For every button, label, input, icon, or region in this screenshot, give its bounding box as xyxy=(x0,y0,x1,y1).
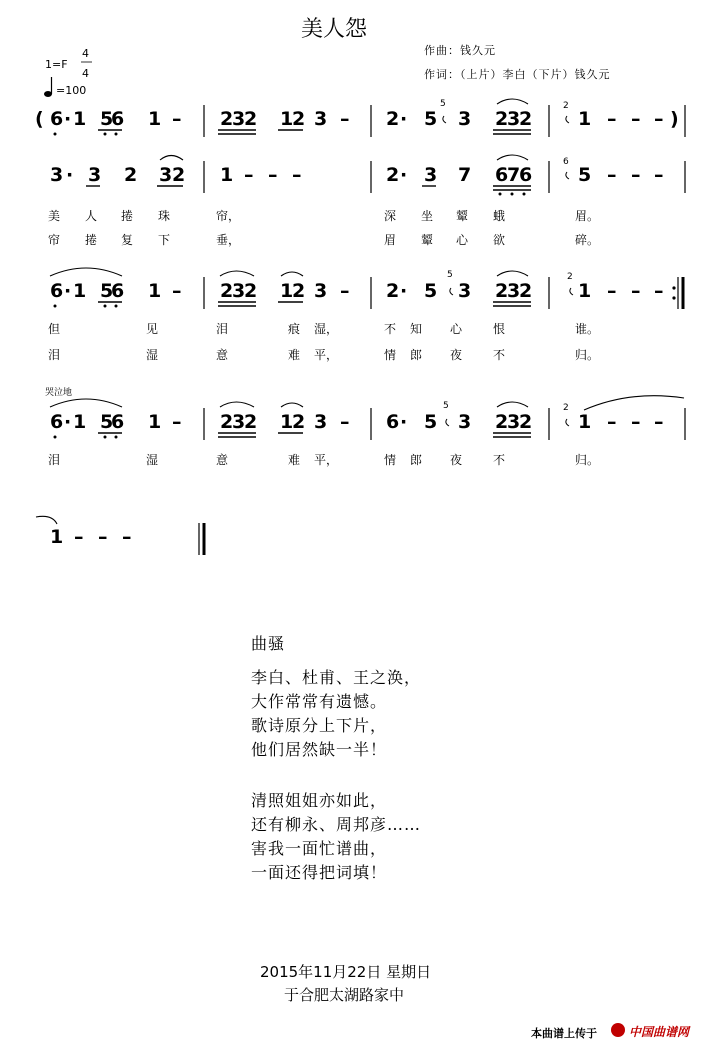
note-token: 5 xyxy=(578,164,592,186)
poem-line: 一面还得把词填！ xyxy=(251,863,388,882)
lyric-word: 情 xyxy=(384,453,397,467)
note-token: – xyxy=(631,164,641,186)
grace-note: 5 xyxy=(447,270,453,280)
note-token: – xyxy=(654,164,664,186)
note-token: 2 xyxy=(495,411,509,433)
note-token: 5 xyxy=(100,280,114,302)
note-token: ( xyxy=(35,108,44,130)
note-token: 2 xyxy=(244,411,258,433)
note-token: 3 xyxy=(507,280,521,302)
note-token: – xyxy=(607,164,617,186)
note-token: 5 xyxy=(424,411,438,433)
note-token: 3 xyxy=(314,411,328,433)
note-token: 3 xyxy=(88,164,102,186)
note-token: 6 xyxy=(111,411,125,433)
lyricist-credit: 作词：（上片）李白（下片）钱久元 xyxy=(424,68,611,81)
note-token: 3 xyxy=(159,164,173,186)
note-token: 2 xyxy=(495,280,509,302)
note-token: · xyxy=(64,280,72,302)
note-token: 3 xyxy=(458,411,472,433)
note-token: 3 xyxy=(314,280,328,302)
place-line: 于合肥太湖路家中 xyxy=(284,986,405,1004)
note-token: 3 xyxy=(507,411,521,433)
note-token: 5 xyxy=(100,411,114,433)
note-token: 3 xyxy=(232,108,246,130)
grace-note: 2 xyxy=(563,101,569,111)
lyric-word: 不 xyxy=(384,322,397,336)
note-token: · xyxy=(400,108,408,130)
lyric-word: 不 xyxy=(493,348,506,362)
lyric-word: 碎。 xyxy=(575,233,600,247)
note-token: 3 xyxy=(507,108,521,130)
note-token: 2 xyxy=(220,108,234,130)
tempo-marking: =100 xyxy=(56,84,87,97)
note-token: 1 xyxy=(280,411,294,433)
lyric-word: 帘， xyxy=(216,209,241,223)
lyric-word: 垂， xyxy=(216,233,241,247)
note-token: – xyxy=(654,280,664,302)
note-token: – xyxy=(98,526,108,548)
note-token: – xyxy=(631,108,641,130)
lyric-word: 捲 xyxy=(85,233,98,247)
lyric-word: 湿 xyxy=(146,348,159,362)
note-token: 1 xyxy=(148,411,162,433)
lyric-word: 谁。 xyxy=(575,322,600,336)
lyric-word: 心 xyxy=(456,233,469,247)
key-signature: 1=F xyxy=(45,58,68,71)
note-token: 2 xyxy=(519,280,533,302)
note-token: · xyxy=(66,164,74,186)
lyric-word: 但 xyxy=(48,322,61,336)
note-token: 2 xyxy=(292,108,306,130)
note-token: – xyxy=(74,526,84,548)
note-token: 3 xyxy=(50,164,64,186)
lyric-word: 夜 xyxy=(450,453,463,467)
lyric-word: 难 xyxy=(288,453,301,467)
lyric-word: 眉。 xyxy=(575,209,600,223)
note-token: – xyxy=(172,411,182,433)
lyric-word: 欲 xyxy=(493,233,506,247)
time-signature-top: 4 xyxy=(82,47,89,60)
composer-credit: 作曲：钱久元 xyxy=(424,44,496,57)
lyric-word: 郎 xyxy=(410,348,423,362)
note-token: – xyxy=(631,411,641,433)
note-token: – xyxy=(607,108,617,130)
note-token: 6 xyxy=(50,280,64,302)
note-token: 1 xyxy=(578,411,592,433)
lyric-word: 归。 xyxy=(575,348,600,362)
lyric-word: 下 xyxy=(158,233,171,247)
note-token: 1 xyxy=(220,164,234,186)
note-token: 1 xyxy=(148,108,162,130)
note-token: 2 xyxy=(386,108,400,130)
grace-note: 6 xyxy=(563,157,569,167)
note-token: · xyxy=(64,411,72,433)
note-token: 2 xyxy=(292,280,306,302)
note-token: 7 xyxy=(507,164,521,186)
note-token: 1 xyxy=(73,411,87,433)
note-token: · xyxy=(400,164,408,186)
note-token: – xyxy=(654,108,664,130)
note-token: – xyxy=(122,526,132,548)
note-token: 1 xyxy=(73,108,87,130)
lyric-word: 泪 xyxy=(216,322,229,336)
note-token: 5 xyxy=(424,280,438,302)
lyric-word: 复 xyxy=(121,233,134,247)
site-logo[interactable]: 中国曲谱网 xyxy=(629,1025,690,1039)
note-token: 2 xyxy=(292,411,306,433)
page-title: 美人怨 xyxy=(301,17,368,42)
note-token: 1 xyxy=(578,108,592,130)
note-token: 2 xyxy=(244,108,258,130)
lyric-word: 眉 xyxy=(384,233,397,247)
note-token: – xyxy=(292,164,302,186)
lyric-word: 痕 xyxy=(288,322,301,336)
lyric-word: 珠 xyxy=(158,209,171,223)
note-token: – xyxy=(268,164,278,186)
lyric-word: 人 xyxy=(85,209,98,223)
lyric-word: 泪 xyxy=(48,453,61,467)
lyric-word: 深 xyxy=(384,209,397,223)
note-token: 2 xyxy=(386,280,400,302)
note-token: 2 xyxy=(220,411,234,433)
lyric-word: 平， xyxy=(314,453,339,467)
footer-text: 本曲谱上传于 xyxy=(531,1027,597,1040)
lyric-word: 意 xyxy=(216,348,229,362)
note-token: 5 xyxy=(100,108,114,130)
note-token: – xyxy=(607,280,617,302)
poem-line: 歌诗原分上下片， xyxy=(251,716,388,735)
note-token: 1 xyxy=(578,280,592,302)
note-token: 6 xyxy=(386,411,400,433)
note-token: – xyxy=(340,108,350,130)
note-token: – xyxy=(172,108,182,130)
lyric-word: 夜 xyxy=(450,348,463,362)
note-token: 2 xyxy=(519,411,533,433)
lyric-word: 归。 xyxy=(575,453,600,467)
lyric-word: 帘 xyxy=(48,233,61,247)
poem-line: 大作常常有遗憾。 xyxy=(251,692,388,711)
note-token: ) xyxy=(670,108,679,130)
note-token: 2 xyxy=(172,164,186,186)
time-signature-bottom: 4 xyxy=(82,67,89,80)
lyric-word: 不 xyxy=(493,453,506,467)
note-token: · xyxy=(64,108,72,130)
lyric-word: 颦 xyxy=(456,209,469,223)
note-token: – xyxy=(654,411,664,433)
note-token: – xyxy=(607,411,617,433)
note-token: – xyxy=(244,164,254,186)
note-token: 1 xyxy=(280,280,294,302)
grace-note: 5 xyxy=(443,401,449,411)
lyric-word: 捲 xyxy=(121,209,134,223)
lyric-word: 蛾 xyxy=(493,209,506,223)
note-token: 6 xyxy=(519,164,533,186)
note-token: 1 xyxy=(148,280,162,302)
note-token: 6 xyxy=(495,164,509,186)
note-token: 5 xyxy=(424,108,438,130)
lyric-word: 难 xyxy=(288,348,301,362)
note-token: 2 xyxy=(519,108,533,130)
note-token: 3 xyxy=(232,411,246,433)
note-token: – xyxy=(172,280,182,302)
note-token: 6 xyxy=(111,108,125,130)
note-token: 3 xyxy=(232,280,246,302)
note-token: 6 xyxy=(111,280,125,302)
note-token: 2 xyxy=(220,280,234,302)
lyric-word: 美 xyxy=(48,209,61,223)
lyric-word: 泪 xyxy=(48,348,61,362)
note-token: 2 xyxy=(495,108,509,130)
expression-marking: 哭泣地 xyxy=(45,388,73,398)
poem-heading: 曲骚 xyxy=(251,634,286,653)
note-token: 3 xyxy=(458,108,472,130)
grace-note: 2 xyxy=(567,272,573,282)
note-token: · xyxy=(400,280,408,302)
note-token: 6 xyxy=(50,411,64,433)
note-token: 2 xyxy=(124,164,138,186)
note-token: – xyxy=(631,280,641,302)
note-token: 3 xyxy=(314,108,328,130)
poem-line: 清照姐姐亦如此， xyxy=(251,791,388,810)
lyric-word: 湿 xyxy=(146,453,159,467)
poem-line: 他们居然缺一半！ xyxy=(251,740,388,759)
note-token: · xyxy=(400,411,408,433)
note-token: 3 xyxy=(424,164,438,186)
poem-line: 李白、杜甫、王之涣， xyxy=(251,668,422,687)
lyric-word: 知 xyxy=(410,322,423,336)
note-token: 2 xyxy=(386,164,400,186)
lyric-word: 湿， xyxy=(314,322,339,336)
note-token: 2 xyxy=(244,280,258,302)
lyric-word: 情 xyxy=(384,348,397,362)
grace-note: 5 xyxy=(440,99,446,109)
note-token: 1 xyxy=(50,526,64,548)
note-token: 3 xyxy=(458,280,472,302)
note-token: 1 xyxy=(280,108,294,130)
lyric-word: 郎 xyxy=(410,453,423,467)
site-logo-icon xyxy=(611,1023,625,1037)
note-token: 7 xyxy=(458,164,472,186)
lyric-word: 意 xyxy=(216,453,229,467)
lyric-word: 坐 xyxy=(421,209,434,223)
poem-line: 还有柳永、周邦彦…… xyxy=(251,815,422,834)
lyric-word: 见 xyxy=(146,322,159,336)
lyric-word: 心 xyxy=(450,322,463,336)
date-line: 2015年11月22日 星期日 xyxy=(260,963,432,981)
lyric-word: 恨 xyxy=(493,322,506,336)
note-token: 6 xyxy=(50,108,64,130)
note-token: – xyxy=(340,280,350,302)
poem-line: 害我一面忙谱曲， xyxy=(251,839,388,858)
lyric-word: 平， xyxy=(314,348,339,362)
note-token: – xyxy=(340,411,350,433)
grace-note: 2 xyxy=(563,403,569,413)
lyric-word: 颦 xyxy=(421,233,434,247)
note-token: 1 xyxy=(73,280,87,302)
